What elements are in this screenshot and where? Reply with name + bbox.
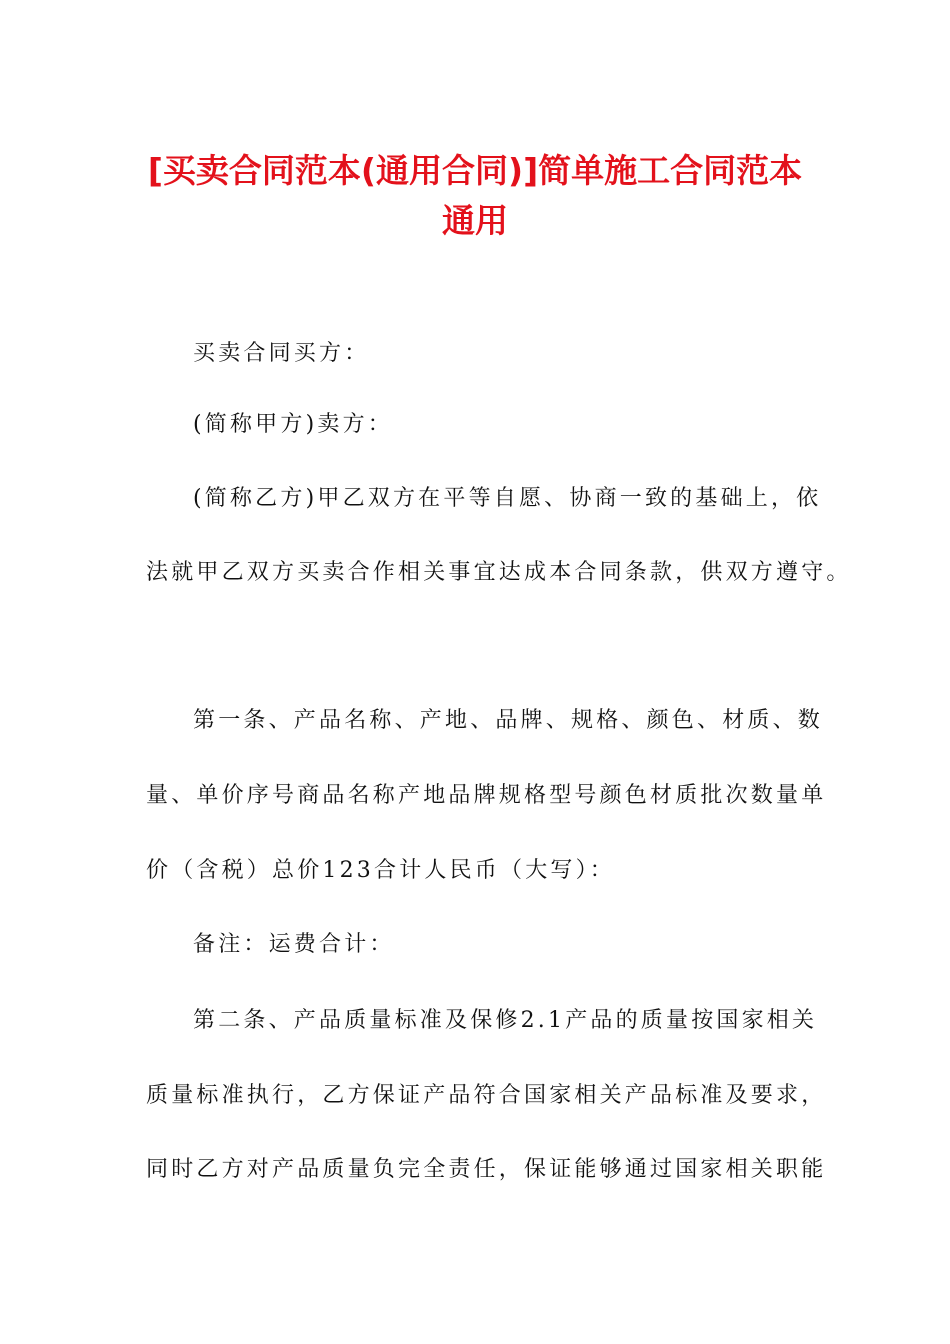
paragraph-line: 量、单价序号商品名称产地品牌规格型号颜色材质批次数量单 (146, 783, 827, 808)
paragraph-line: 法就甲乙双方买卖合作相关事宜达成本合同条款，供双方遵守。 (146, 560, 852, 585)
paragraph-line: 第一条、产品名称、产地、品牌、规格、颜色、材质、数 (193, 708, 824, 733)
paragraph-line: 同时乙方对产品质量负完全责任，保证能够通过国家相关职能 (146, 1157, 827, 1182)
paragraph-line: 价（含税）总价123合计人民币（大写）： (146, 858, 615, 883)
paragraph-line: (简称甲方)卖方： (193, 412, 393, 437)
paragraph-line: 质量标准执行，乙方保证产品符合国家相关产品标准及要求， (146, 1083, 827, 1108)
paragraph-line: (简称乙方)甲乙双方在平等自愿、协商一致的基础上，依 (193, 486, 822, 511)
paragraph-line: 第二条、产品质量标准及保修2.1产品的质量按国家相关 (193, 1008, 818, 1033)
paragraph-line: 备注：运费合计： (193, 932, 395, 957)
document-title: [买卖合同范本(通用合同)]简单施工合同范本通用 (147, 151, 803, 240)
paragraph-line: 买卖合同买方： (193, 341, 370, 366)
